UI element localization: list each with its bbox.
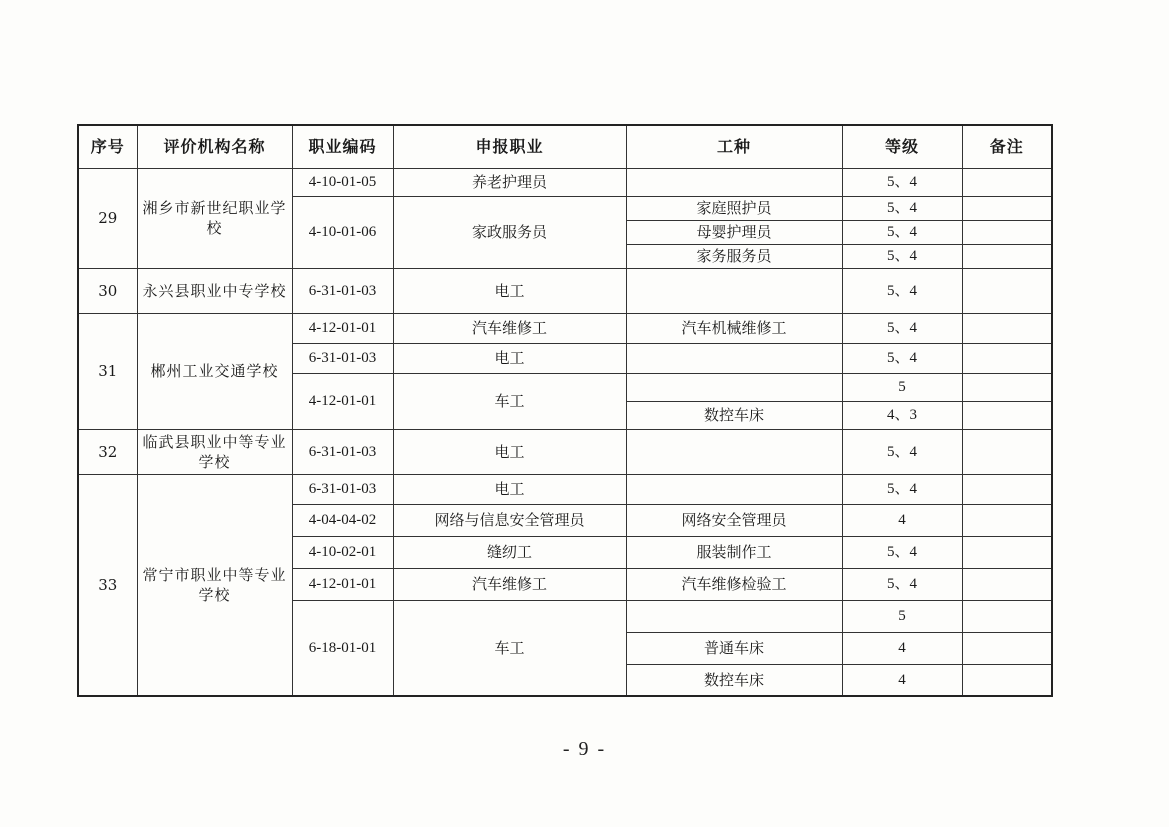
job-type-cell: 普通车床: [626, 632, 842, 664]
occupation-cell: 汽车维修工: [393, 313, 626, 343]
serial-number-cell: 29: [78, 168, 137, 268]
occupation-cell: 网络与信息安全管理员: [393, 504, 626, 536]
occupation-code-cell: 4-04-04-02: [292, 504, 393, 536]
job-type-cell: 家务服务员: [626, 244, 842, 268]
grade-cell: 5、4: [842, 536, 962, 568]
occupation-code-cell: 6-31-01-03: [292, 474, 393, 504]
header-serial-number: 序号: [78, 125, 137, 168]
grade-cell: 5、4: [842, 429, 962, 474]
job-type-cell: [626, 373, 842, 401]
job-type-cell: 网络安全管理员: [626, 504, 842, 536]
institution-name-cell: 常宁市职业中等专业学校: [137, 474, 292, 696]
grade-cell: 5、4: [842, 268, 962, 313]
grade-cell: 5、4: [842, 313, 962, 343]
occupation-cell: 汽车维修工: [393, 568, 626, 600]
table-row: [78, 313, 1052, 343]
grade-cell: 4: [842, 664, 962, 696]
remark-cell: [962, 313, 1052, 343]
grade-cell: 5: [842, 600, 962, 632]
header-declared-occupation: 申报职业: [393, 125, 626, 168]
occupation-cell: 养老护理员: [393, 168, 626, 196]
occupation-cell: 家政服务员: [393, 196, 626, 268]
occupation-code-cell: 4-10-02-01: [292, 536, 393, 568]
job-type-cell: [626, 168, 842, 196]
grade-cell: 5: [842, 373, 962, 401]
table-header-row: [78, 125, 1052, 168]
remark-cell: [962, 536, 1052, 568]
remark-cell: [962, 196, 1052, 220]
occupation-cell: 缝纫工: [393, 536, 626, 568]
institution-name-cell: 临武县职业中等专业学校: [137, 429, 292, 474]
grade-cell: 5、4: [842, 168, 962, 196]
header-occupation-code: 职业编码: [292, 125, 393, 168]
header-institution-name: 评价机构名称: [137, 125, 292, 168]
table-row: [78, 474, 1052, 504]
remark-cell: [962, 632, 1052, 664]
job-type-cell: [626, 268, 842, 313]
grade-cell: 5、4: [842, 244, 962, 268]
job-type-cell: 数控车床: [626, 401, 842, 429]
remark-cell: [962, 401, 1052, 429]
remark-cell: [962, 600, 1052, 632]
job-type-cell: 数控车床: [626, 664, 842, 696]
table-row: [78, 168, 1052, 196]
serial-number-cell: 33: [78, 474, 137, 696]
remark-cell: [962, 373, 1052, 401]
grade-cell: 5、4: [842, 343, 962, 373]
occupation-code-cell: 6-31-01-03: [292, 268, 393, 313]
occupation-code-cell: 6-31-01-03: [292, 429, 393, 474]
remark-cell: [962, 504, 1052, 536]
job-type-cell: 服装制作工: [626, 536, 842, 568]
occupation-cell: 电工: [393, 429, 626, 474]
page-number: - 9 -: [562, 738, 607, 760]
occupation-cell: 电工: [393, 268, 626, 313]
table-row: [78, 429, 1052, 474]
remark-cell: [962, 268, 1052, 313]
institution-name-cell: 永兴县职业中专学校: [137, 268, 292, 313]
grade-cell: 5、4: [842, 196, 962, 220]
occupation-code-cell: 4-12-01-01: [292, 313, 393, 343]
occupation-code-cell: 6-31-01-03: [292, 343, 393, 373]
header-grade: 等级: [842, 125, 962, 168]
remark-cell: [962, 244, 1052, 268]
job-type-cell: [626, 474, 842, 504]
serial-number-cell: 31: [78, 313, 137, 429]
grade-cell: 4: [842, 632, 962, 664]
occupation-cell: 电工: [393, 343, 626, 373]
institution-name-cell: 湘乡市新世纪职业学校: [137, 168, 292, 268]
occupation-cell: 车工: [393, 600, 626, 696]
job-type-cell: 汽车机械维修工: [626, 313, 842, 343]
grade-cell: 5、4: [842, 568, 962, 600]
remark-cell: [962, 568, 1052, 600]
remark-cell: [962, 343, 1052, 373]
grade-cell: 4: [842, 504, 962, 536]
occupation-code-cell: 4-12-01-01: [292, 373, 393, 429]
serial-number-cell: 30: [78, 268, 137, 313]
job-type-cell: [626, 429, 842, 474]
header-remarks: 备注: [962, 125, 1052, 168]
header-job-type: 工种: [626, 125, 842, 168]
occupation-code-cell: 4-10-01-05: [292, 168, 393, 196]
occupation-cell: 电工: [393, 474, 626, 504]
remark-cell: [962, 664, 1052, 696]
remark-cell: [962, 168, 1052, 196]
occupation-cell: 车工: [393, 373, 626, 429]
job-type-cell: 汽车维修检验工: [626, 568, 842, 600]
remark-cell: [962, 474, 1052, 504]
remark-cell: [962, 429, 1052, 474]
grade-cell: 5、4: [842, 220, 962, 244]
table-row: [78, 268, 1052, 313]
occupation-code-cell: 6-18-01-01: [292, 600, 393, 696]
occupation-code-cell: 4-12-01-01: [292, 568, 393, 600]
occupation-code-cell: 4-10-01-06: [292, 196, 393, 268]
job-type-cell: 家庭照护员: [626, 196, 842, 220]
job-type-cell: 母婴护理员: [626, 220, 842, 244]
grade-cell: 4、3: [842, 401, 962, 429]
grade-cell: 5、4: [842, 474, 962, 504]
job-type-cell: [626, 600, 842, 632]
institution-name-cell: 郴州工业交通学校: [137, 313, 292, 429]
evaluation-institutions-table: [77, 124, 1053, 697]
job-type-cell: [626, 343, 842, 373]
remark-cell: [962, 220, 1052, 244]
serial-number-cell: 32: [78, 429, 137, 474]
